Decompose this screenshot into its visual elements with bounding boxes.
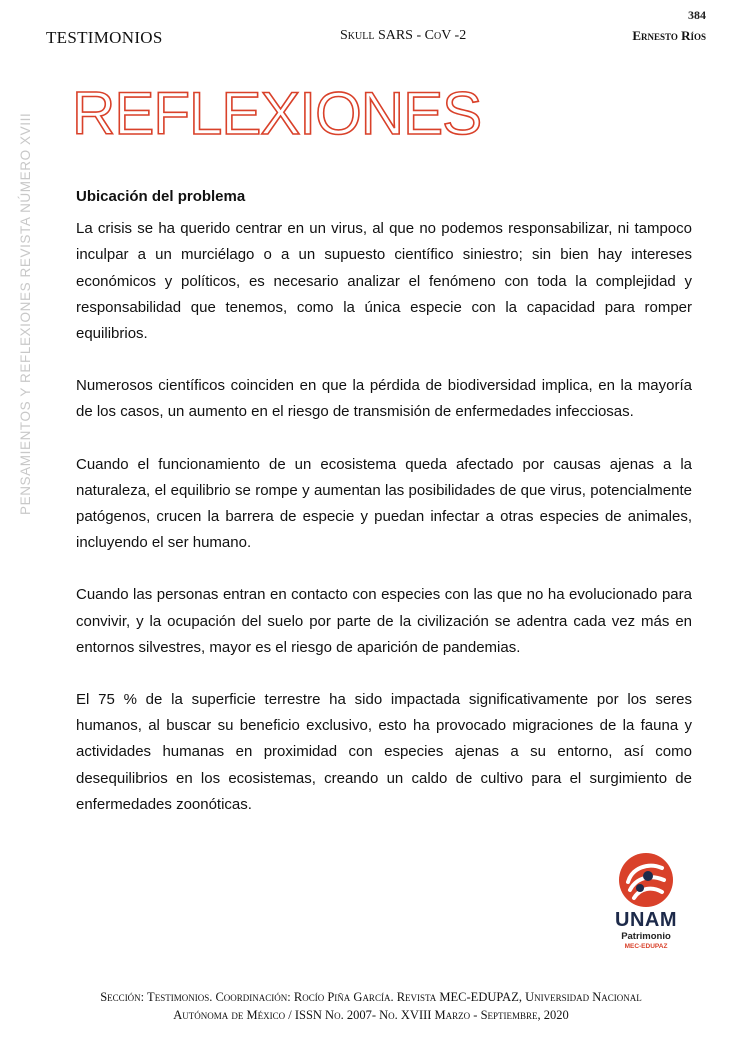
page-number: 384: [688, 8, 706, 22]
article-body: [76, 184, 692, 844]
paragraph: La crisis se ha querido centrar en un virus, al que no podemos responsabilizar, ni tampoco inculpar a un murciélago o a un supuesto científico siniestro; sin bien hay intereses económicos y políticos, es necesario analizar el fenómeno con toda la complejidad y responsabilidad que tenemos, como la única especie con la capacidad para romper equilibrios.: [76, 220, 692, 343]
unam-logo: [612, 852, 680, 958]
paragraph: Cuando las personas entran en contacto con especies con las que no ha evolucionado para convivir, y la ocupación del suelo por parte de la civilización se adentra cada vez más en entornos silvestres, mayor es el riesgo de aparición de pandemias.: [76, 586, 692, 656]
footer-line-1: Sección: Testimonios. Coordinación: Rocío Piña García. Revista MEC-EDUPAZ, Universidad Nacional: [100, 990, 642, 1004]
header-author: Ernesto Ríos: [632, 28, 706, 43]
paragraph: Numerosos científicos coinciden en que la pérdida de biodiversidad implica, en la mayoría de los casos, un aumento en el riesgo de transmisión de enfermedades infecciosas.: [76, 377, 692, 421]
section-title: REFLEXIONES: [72, 80, 482, 147]
paragraph: Cuando el funcionamiento de un ecosistema queda afectado por causas ajenas a la naturaleza, el equilibrio se rompe y aumentan las posibilidades de que virus, potencialmente patógenos, crucen la barrera de especie y puedan infectar a otras especies de animales, incluyendo el ser humano.: [76, 455, 692, 552]
logo-unam-text: UNAM: [615, 909, 677, 931]
footer-line-2: Autónoma de México / ISSN No. 2007- No. XVIII Marzo - Septiembre, 2020: [173, 1008, 569, 1022]
logo-mec-edupaz-text: MEC-EDUPAZ: [624, 943, 668, 950]
header-article-title: Skull SARS - CoV -2: [340, 28, 467, 43]
sidebar-vertical-text: PENSAMIENTOS Y REFLEXIONES REVISTA NÚMERO XVIII: [18, 112, 33, 515]
logo-patrimonio-text: Patrimonio: [621, 931, 671, 942]
paragraph: El 75 % de la superficie terrestre ha sido impactada significativamente por los seres humanos, al buscar su beneficio exclusivo, esto ha provocado migraciones de la fauna y actividades humanas en proximidad con especies ajenas a su entorno, así como desequilibrios en los ecosistemas, creando un caldo de cultivo para el surgimiento de enfermedades zoonóticas.: [76, 691, 692, 813]
footer: [40, 988, 702, 1024]
unam-patrimonio-emblem-icon: [618, 852, 674, 908]
header-section: TESTIMONIOS: [46, 28, 163, 47]
subtitle: Ubicación del problema: [76, 188, 246, 205]
